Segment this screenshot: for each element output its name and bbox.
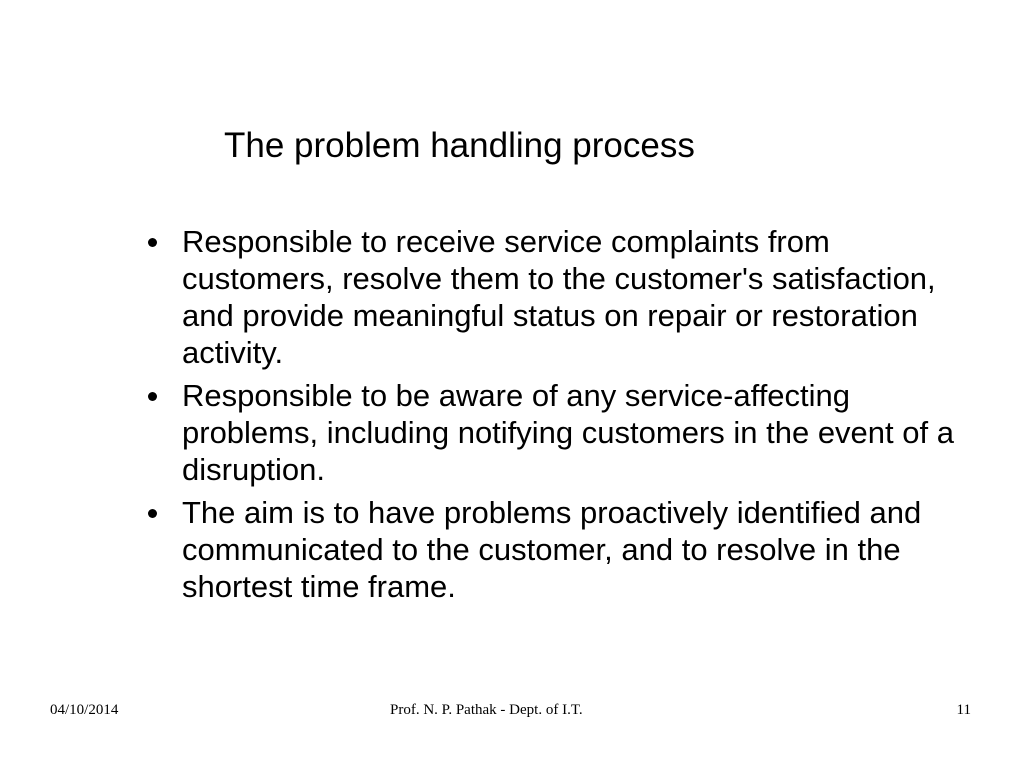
bullet-item: [146, 494, 976, 605]
slide-title: The problem handling process: [224, 126, 695, 165]
bullet-text: Responsible to receive service complaints from customers, resolve them to the customer's satisfaction, and provide meaningful status on repair or restoration activity.: [182, 224, 936, 370]
bullet-dot-icon: [148, 509, 157, 518]
page-number: 11: [956, 702, 971, 718]
bullet-dot-icon: [148, 392, 157, 401]
bullet-list: [146, 223, 976, 611]
bullet-text: Responsible to be aware of any service-affecting problems, including notifying customers in the event of a disruption.: [182, 378, 954, 487]
footer-date: 04/10/2014: [50, 702, 119, 718]
bullet-text: The aim is to have problems proactively identified and communicated to the customer, and to resolve in the shortest time frame.: [182, 495, 922, 604]
bullet-item: [146, 223, 976, 371]
bullet-item: [146, 377, 976, 488]
bullet-dot-icon: [148, 238, 157, 247]
footer-author: Prof. N. P. Pathak - Dept. of I.T.: [390, 702, 583, 718]
